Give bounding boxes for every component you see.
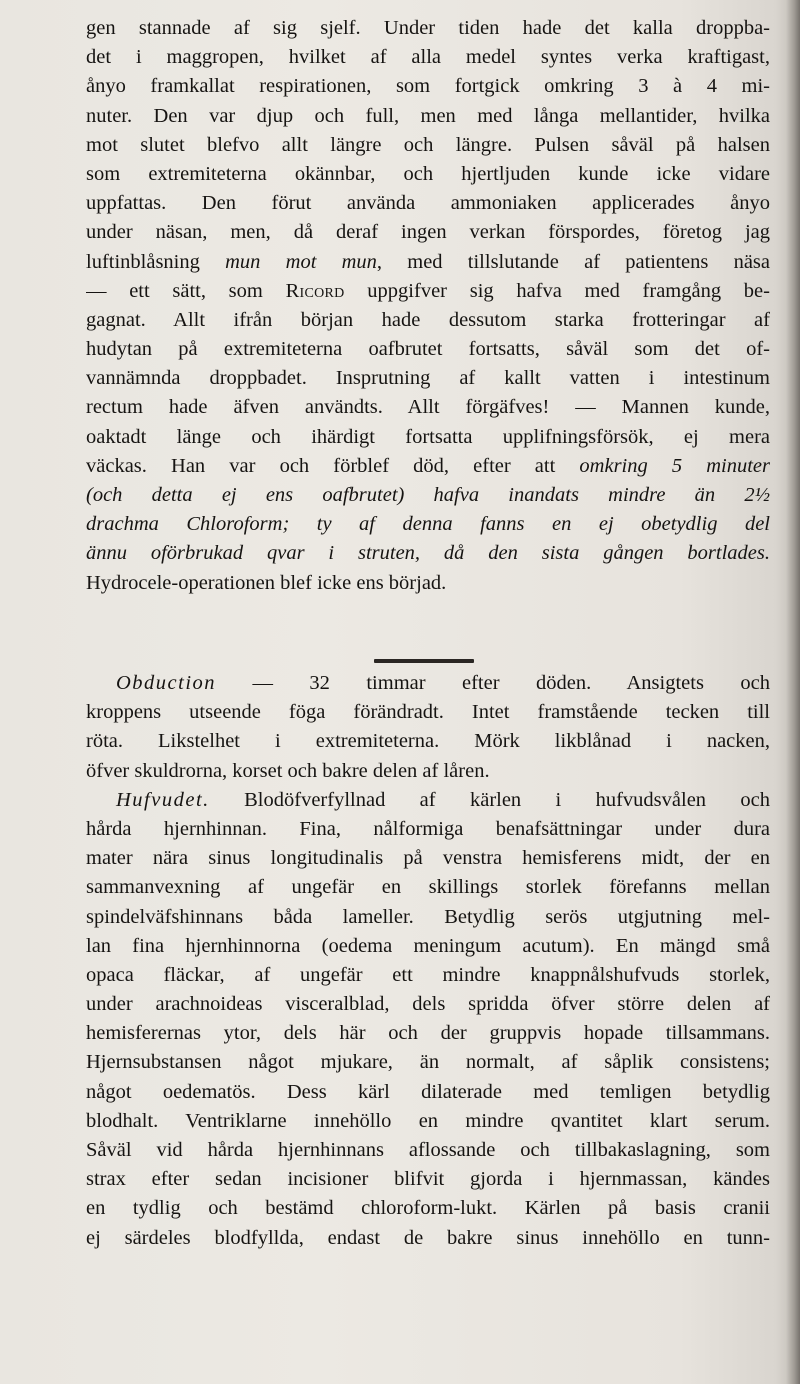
text-line: hemisferernas ytor, dels här och der gruppvis hopade tillsammans. <box>86 1022 770 1045</box>
text-line: hårda hjernhinnan. Fina, nålformiga benafsättningar under dura <box>86 817 770 840</box>
text-line: något oedematös. Dess kärl dilaterade med temligen betydlig <box>86 1080 770 1103</box>
text-line: opaca fläckar, af ungefär ett mindre knappnålshufvuds storlek, <box>86 963 770 986</box>
text-line: Hjernsubstansen något mjukare, än normalt, af såplik consistens; <box>86 1051 770 1074</box>
text-top-paragraph <box>86 14 770 598</box>
text-line: lan fina hjernhinnorna (oedema meningum acutum). En mängd små <box>86 934 770 957</box>
text-line: oaktadt länge och ihärdigt fortsatta upplifningsförsök, ej mera <box>86 425 770 448</box>
small-caps-name: Ricord <box>285 279 345 302</box>
italic-fraction: ½ <box>754 484 770 506</box>
text-span: väckas. Han var och förblef död, efter att <box>86 454 580 477</box>
text-line: nuter. Den var djup och full, men med långa mellantider, hvilka <box>86 104 770 127</box>
text-line: ånyo framkallat respirationen, som fortgick omkring 3 à 4 mi- <box>86 75 770 98</box>
text-line: sammanvexning af ungefär en skillings storlek förefanns mellan <box>86 876 770 899</box>
page-edge-shadow <box>786 0 800 1384</box>
section-divider-rule <box>374 659 474 663</box>
text-line: uppfattas. Den förut använda ammoniaken applicerades ånyo <box>86 192 770 215</box>
text-line <box>86 248 770 277</box>
text-line: kroppens utseende föga förändradt. Intet framstående tecken till <box>86 701 770 724</box>
text-line: Hydrocele-operationen blef icke ens börjad. <box>86 571 447 594</box>
text-span: — 32 timmar efter döden. Ansigtets och <box>216 672 770 694</box>
text-span: uppgifver sig hafva med framgång be- <box>344 279 770 302</box>
text-line <box>86 481 770 510</box>
italic-text: ännu oförbrukad qvar i struten, då den sista gången bortlades. <box>86 542 770 565</box>
text-line: som extremiteterna okännbar, och hjertljuden kunde icke vidare <box>86 162 770 185</box>
text-line: strax efter sedan incisioner blifvit gjorda i hjernmassan, kändes <box>86 1168 770 1191</box>
text-span: luftinblåsning <box>86 250 226 273</box>
text-span: Blodöfverfyllnad af kärlen i hufvudsvålen och <box>209 788 770 811</box>
text-line: röta. Likstelhet i extremiteterna. Mörk likblånad i nacken, <box>86 730 770 753</box>
text-line: det i maggropen, hvilket af alla medel syntes verka kraftigast, <box>86 46 770 69</box>
italic-text: omkring 5 minuter <box>579 454 770 477</box>
italic-text: mun mot mun <box>225 250 377 273</box>
text-line: en tydlig och bestämd chloroform-lukt. Kärlen på basis cranii <box>86 1197 770 1220</box>
text-line: spindelväfshinnans båda lameller. Betydlig serös utgjutning mel- <box>86 905 770 928</box>
text-line: vannämnda droppbadet. Insprutning af kallt vatten i intestinum <box>86 367 770 390</box>
text-line: gen stannade af sig sjelf. Under tiden hade det kalla droppba- <box>86 17 770 39</box>
text-line: gagnat. Allt ifrån början hade dessutom starka frotteringar af <box>86 308 770 331</box>
text-line <box>86 669 770 698</box>
text-line <box>86 786 770 815</box>
text-line: ej särdeles blodfyllda, endast de bakre sinus innehöllo en tunn- <box>86 1226 770 1249</box>
text-line: hudytan på extremiteterna oafbrutet fortsatts, såväl som det of- <box>86 338 770 361</box>
italic-text: (och detta ej ens oafbrutet) hafva inandats mindre än 2 <box>86 484 755 506</box>
text-line: Såväl vid hårda hjernhinnans aflossande och tillbakaslagning, som <box>86 1139 770 1161</box>
text-line: mot slutet blefvo allt längre och längre. Pulsen såväl på halsen <box>86 133 770 156</box>
text-line: under arachnoideas visceralblad, dels spridda öfver större delen af <box>86 993 770 1016</box>
text-line <box>86 510 770 539</box>
italic-text: drachma Chloroform; ty af denna fanns en ej obetydlig del <box>86 513 770 536</box>
text-line <box>86 452 770 481</box>
text-line <box>86 277 770 306</box>
text-line <box>86 539 770 568</box>
text-line: rectum hade äfven användts. Allt förgäfves! — Mannen kunde, <box>86 396 770 419</box>
text-span: , med tillslutande af patientens näsa <box>376 250 770 273</box>
subsection-heading: Hufvudet. <box>116 788 210 811</box>
text-line: under näsan, men, då deraf ingen verkan förspordes, företog jag <box>86 221 770 244</box>
text-line: blodhalt. Ventriklarne innehöllo en mindre qvantitet klart serum. <box>86 1109 770 1132</box>
obduction-section <box>86 669 770 1253</box>
text-line: mater nära sinus longitudinalis på venstra hemisferens midt, der en <box>86 847 770 870</box>
section-heading: Obduction <box>116 672 217 694</box>
text-line: öfver skuldrorna, korset och bakre delen af låren. <box>86 759 490 782</box>
text-span: — ett sätt, som <box>86 279 286 302</box>
